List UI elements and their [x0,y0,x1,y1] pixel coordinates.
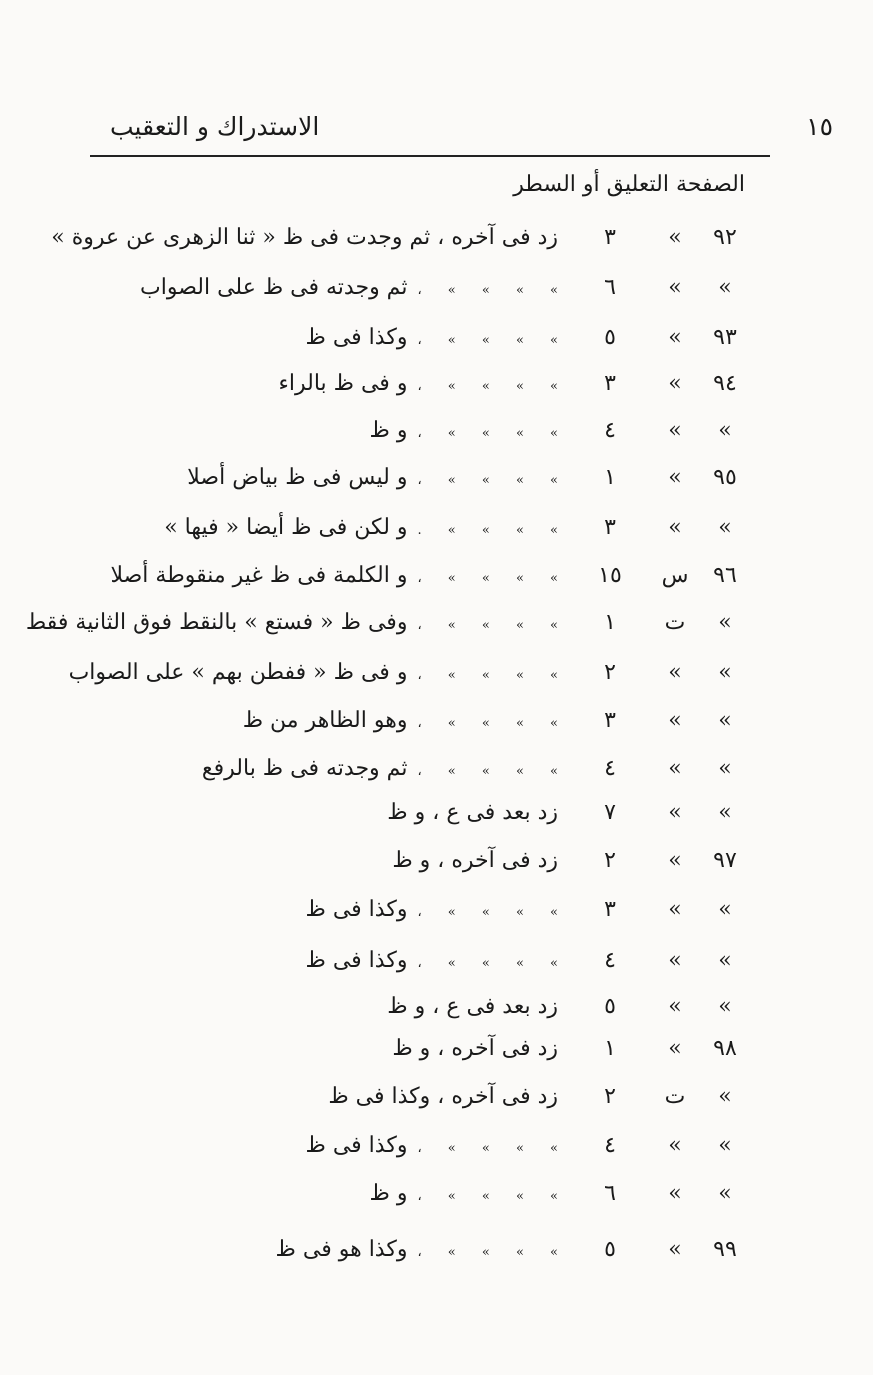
note-cell [306,1133,559,1158]
side-ref: » [668,418,682,443]
page-ref: » [718,660,732,685]
ditto-marks: » » » » ، [417,956,558,971]
ditto-marks: » » » » ، [417,668,558,683]
side-ref: » [668,515,682,540]
ditto-marks: » » » » . [417,523,558,538]
note-text: وكذا هو فى ظ [275,1237,408,1262]
note-text: و الكلمة فى ظ غير منقوطة أصلا [110,563,408,588]
ditto-marks: » » » » ، [417,379,558,394]
line-ref: ٧ [604,800,616,825]
table-row [0,994,873,1038]
header-rule [90,155,770,157]
table-row [0,708,873,752]
line-ref: ٥ [604,994,616,1019]
note-text: ثم وجدته فى ظ بالرفع [201,756,408,781]
line-ref: ٥ [604,325,616,350]
ditto-marks: » » » » ، [417,618,558,633]
note-cell [69,660,558,685]
side-ref: » [668,325,682,350]
page-ref: ٩٤ [713,371,737,396]
page-ref: ٩٨ [713,1036,737,1061]
page-ref: ٩٢ [713,225,737,250]
note-text: و فى ظ بالراء [278,371,408,396]
line-ref: ٢ [604,848,616,873]
page-ref: » [718,1133,732,1158]
side-ref: » [668,756,682,781]
note-text: زد بعد فى ع ، و ظ [387,994,558,1019]
line-ref: ٢ [604,660,616,685]
line-ref: ١ [604,1036,616,1061]
page-ref: ٩٩ [713,1237,737,1262]
line-ref: ٢ [604,1084,616,1109]
note-cell [140,275,558,300]
ditto-marks: » » » » ، [417,764,558,779]
page-ref: ٩٧ [713,848,737,873]
page-ref: » [718,418,732,443]
line-ref: ٥ [604,1237,616,1262]
note-text: و ليس فى ظ بياض أصلا [187,465,408,490]
column-header: الصفحة التعليق أو السطر [513,172,745,197]
note-cell [164,515,558,540]
note-text: وكذا فى ظ [305,897,408,922]
side-ref: » [668,897,682,922]
note-text: زد فى آخره ، و ظ [392,848,558,873]
table-row [0,1084,873,1128]
note-cell [26,610,558,635]
note-text: و فى ظ « ففطن بهم » على الصواب [68,660,408,685]
page-number: ١٥ [806,112,833,141]
side-ref: ت [664,610,686,635]
ditto-marks: » » » » ، [417,1189,558,1204]
page-ref: ٩٦ [713,563,737,588]
side-ref: » [668,1237,682,1262]
note-cell [369,418,558,443]
table-row [0,610,873,654]
table-row [0,660,873,704]
ditto-marks: » » » » ، [417,1245,558,1260]
side-ref: » [668,1036,682,1061]
side-ref: » [668,275,682,300]
table-row [0,515,873,559]
note-cell [187,465,558,490]
ditto-marks: » » » » ، [417,283,558,298]
line-ref: ٣ [604,708,616,733]
line-ref: ١ [604,465,616,490]
table-row [0,756,873,800]
side-ref: » [668,225,682,250]
page-ref: » [718,756,732,781]
page-ref: » [718,515,732,540]
note-text: وهو الظاهر من ظ [242,708,408,733]
side-ref: » [668,800,682,825]
line-ref: ٤ [604,1133,616,1158]
line-ref: ٣ [604,371,616,396]
side-ref: ت [664,1084,686,1109]
page-ref: » [718,994,732,1019]
note-cell [276,1237,558,1262]
note-cell [202,756,558,781]
side-ref: » [668,660,682,685]
note-text: زد فى آخره ، وكذا فى ظ [328,1084,558,1109]
note-text: وكذا فى ظ [305,1133,408,1158]
side-ref: » [668,1181,682,1206]
table-row [0,948,873,992]
note-text: و ظ [369,418,408,443]
table-row [0,897,873,941]
note-cell [392,1036,558,1061]
table-row [0,563,873,607]
note-cell [306,948,559,973]
note-cell [279,371,558,396]
ditto-marks: » » » » ، [417,716,558,731]
page-ref: » [718,800,732,825]
running-head [90,112,833,152]
line-ref: ٦ [604,275,616,300]
page-ref: ٩٣ [713,325,737,350]
note-text: زد فى آخره ، و ظ [392,1036,558,1061]
table-row [0,1237,873,1281]
line-ref: ١ [604,610,616,635]
page-ref: » [718,1181,732,1206]
line-ref: ٣ [604,515,616,540]
note-cell [51,225,558,250]
note-cell [387,994,558,1019]
page-ref: ٩٥ [713,465,737,490]
side-ref: » [668,465,682,490]
note-text: و ظ [369,1181,408,1206]
side-ref: » [668,1133,682,1158]
line-ref: ٤ [604,756,616,781]
line-ref: ٤ [604,418,616,443]
note-text: وكذا فى ظ [305,325,408,350]
line-ref: ١٥ [598,563,622,588]
ditto-marks: » » » » ، [417,571,558,586]
note-text: ثم وجدته فى ظ على الصواب [140,275,408,300]
note-text: زد بعد فى ع ، و ظ [387,800,558,825]
page-ref: » [718,275,732,300]
table-row [0,1133,873,1177]
note-text: زد فى آخره ، ثم وجدت فى ظ « ثنا الزهرى عن عروة » [51,225,558,250]
table-row [0,275,873,319]
note-cell [328,1084,558,1109]
side-ref: » [668,371,682,396]
table-row [0,371,873,415]
page-ref: » [718,1084,732,1109]
ditto-marks: » » » » ، [417,426,558,441]
ditto-marks: » » » » ، [417,473,558,488]
table-row [0,325,873,369]
side-ref: » [668,994,682,1019]
side-ref: » [668,848,682,873]
side-ref: س [661,563,689,588]
note-text: وفى ظ « فستع » بالنقط فوق الثانية فقط [25,610,408,635]
running-title: الاستدراك و التعقيب [110,112,320,141]
page-ref: » [718,948,732,973]
note-cell [369,1181,558,1206]
table-row [0,465,873,509]
side-ref: » [668,708,682,733]
note-cell [110,563,558,588]
table-row [0,225,873,269]
note-cell [387,800,558,825]
page-ref: » [718,897,732,922]
line-ref: ٤ [604,948,616,973]
table-row [0,800,873,844]
side-ref: » [668,948,682,973]
ditto-marks: » » » » ، [417,905,558,920]
note-cell [306,897,559,922]
ditto-marks: » » » » ، [417,333,558,348]
note-text: وكذا فى ظ [305,948,408,973]
table-row [0,1036,873,1080]
line-ref: ٣ [604,897,616,922]
line-ref: ٦ [604,1181,616,1206]
table-row [0,848,873,892]
table-row [0,1181,873,1225]
ditto-marks: » » » » ، [417,1141,558,1156]
page-ref: » [718,610,732,635]
line-ref: ٣ [604,225,616,250]
page-ref: » [718,708,732,733]
table-row [0,418,873,462]
note-cell [306,325,559,350]
note-cell [243,708,558,733]
note-cell [392,848,558,873]
note-text: و لكن فى ظ أيضا « فيها » [164,515,408,540]
